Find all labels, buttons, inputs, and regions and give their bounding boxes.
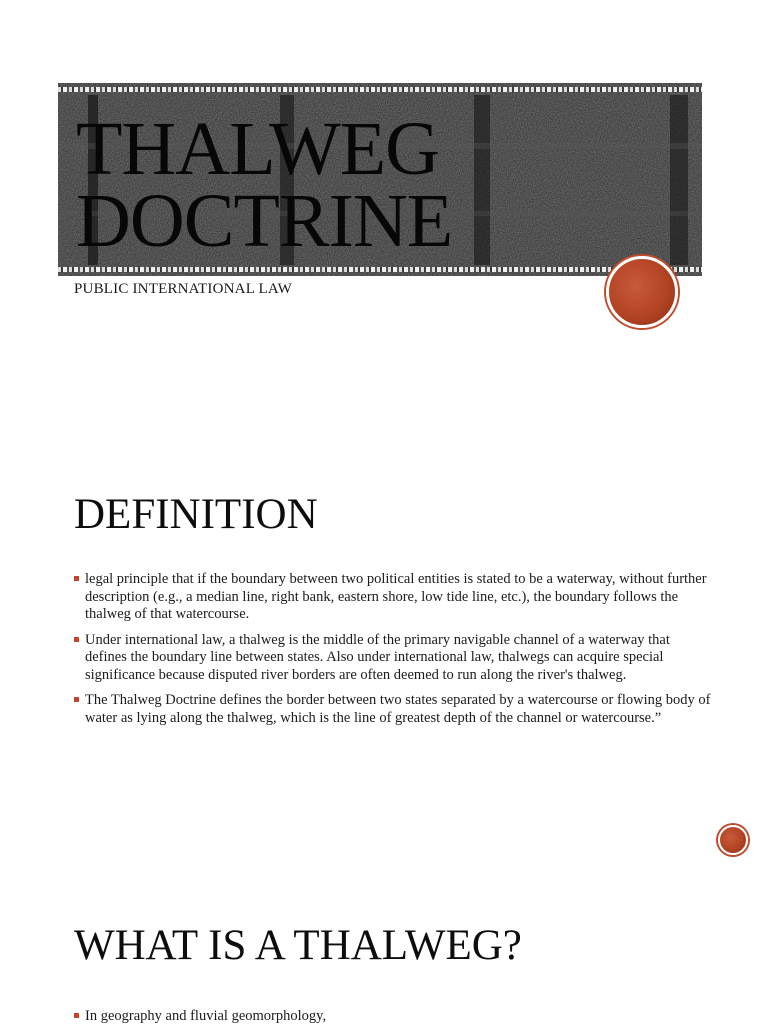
bullet-text: legal principle that if the boundary between two political entities is stated to be a waterway, without further description (e.g., a median line, right bank, eastern shore, low tide line, etc.), the boundary follows the thalweg of that watercourse.	[85, 571, 707, 622]
banner-border-top	[58, 87, 702, 92]
subtitle: PUBLIC INTERNATIONAL LAW	[74, 281, 293, 297]
thalweg-slide	[0, 880, 768, 1024]
bullet-text: The Thalweg Doctrine defines the border between two states separated by a watercourse or flowing body of water as lying along the thalweg, which is the line of greatest depth of the channel or watercourse.”	[85, 692, 711, 726]
slide-heading: WHAT IS A THALWEG?	[74, 922, 522, 969]
square-bullet-icon	[74, 576, 79, 581]
bullet-list	[74, 571, 714, 735]
square-bullet-icon	[74, 1013, 79, 1018]
orange-circle-icon	[606, 256, 678, 328]
bullet-text: Under international law, a thalweg is the middle of the primary navigable channel of a waterway that defines the boundary line between states. Also under international law, thalwegs can acquire special significance because disputed river borders are often deemed to run along the river's thalweg.	[85, 631, 670, 683]
title-line-1: THALWEG	[76, 107, 440, 191]
square-bullet-icon	[74, 637, 79, 642]
bullet-list	[74, 1008, 714, 1034]
title-slide	[0, 0, 768, 420]
definition-slide	[0, 420, 768, 880]
title-line-2: DOCTRINE	[76, 179, 453, 263]
orange-circle-icon	[718, 825, 748, 855]
list-item	[74, 571, 714, 624]
list-item	[74, 692, 714, 727]
bullet-text: In geography and fluvial geomorphology,	[85, 1008, 327, 1024]
slide-heading: DEFINITION	[74, 491, 318, 538]
banner-border-bottom	[58, 267, 702, 272]
square-bullet-icon	[74, 697, 79, 702]
title-banner	[58, 83, 702, 276]
list-item	[74, 632, 714, 685]
list-item	[74, 1008, 714, 1026]
